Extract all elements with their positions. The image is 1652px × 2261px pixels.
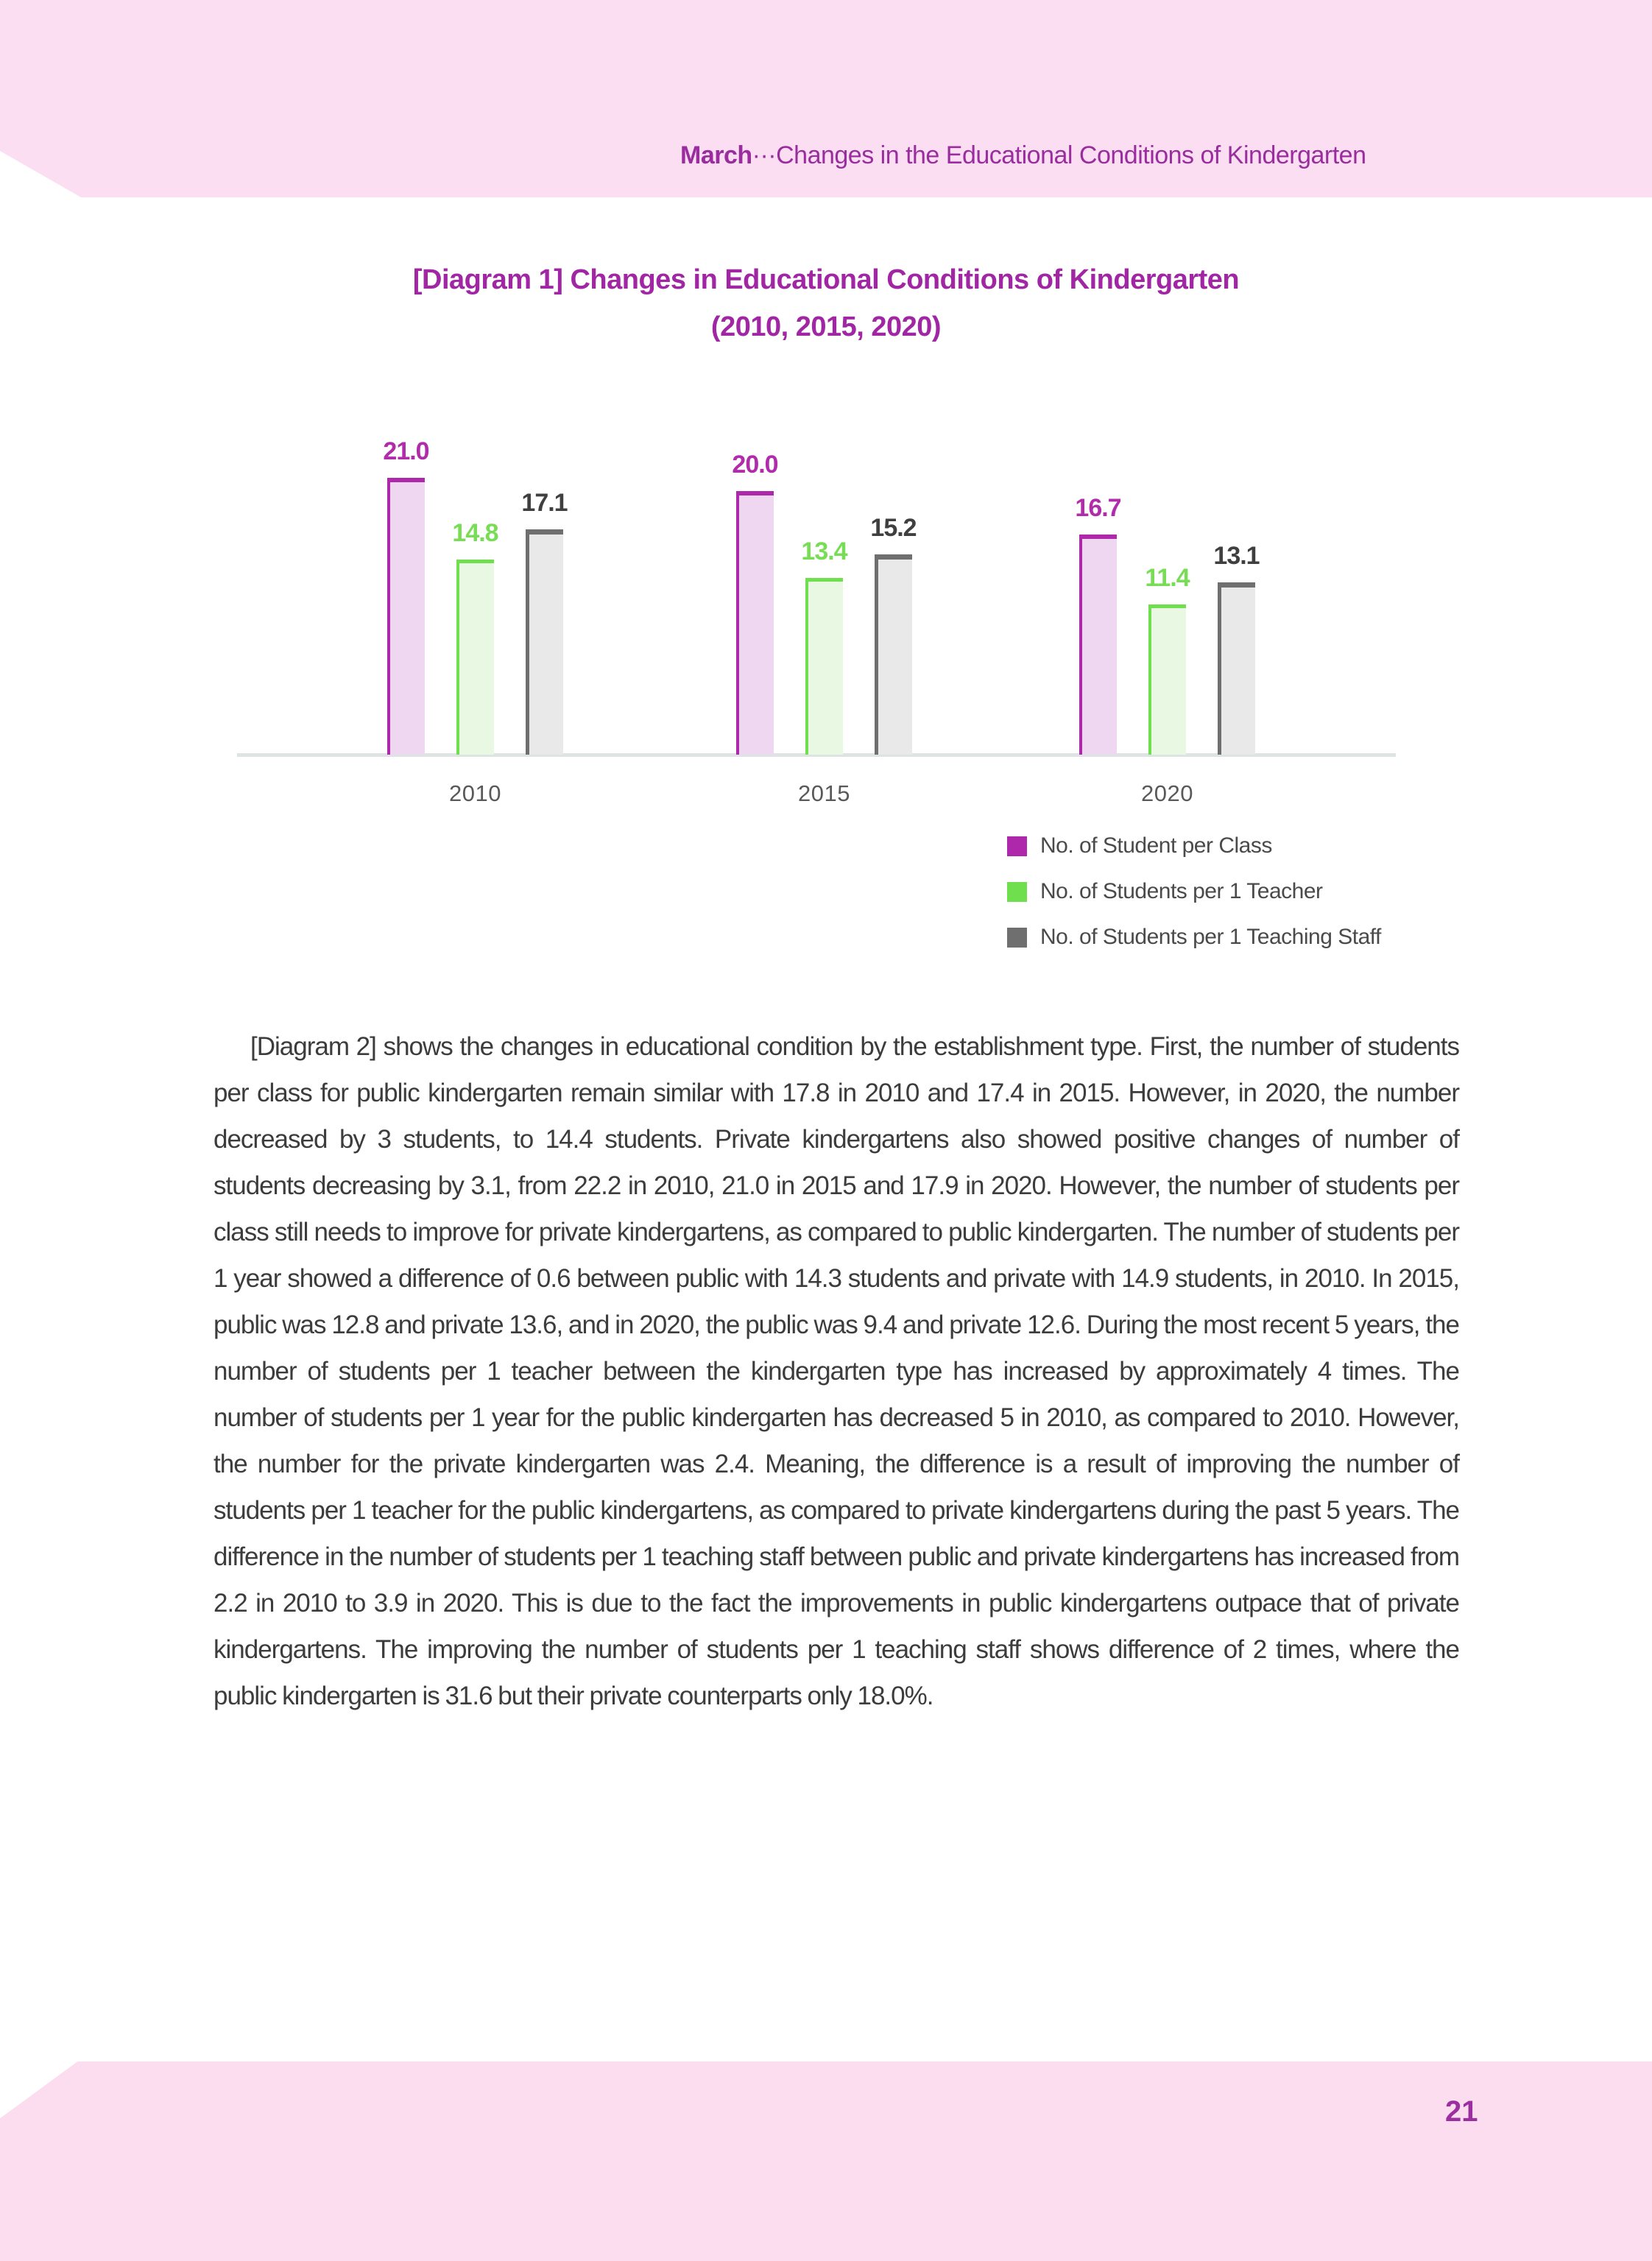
- bar-chart: [237, 398, 1396, 839]
- legend-row: [1007, 823, 1381, 869]
- x-axis-tick-label: 2010: [449, 780, 501, 806]
- legend-row: [1007, 869, 1381, 914]
- bar-value-label: 15.2: [870, 514, 917, 542]
- chart-legend: [1007, 823, 1381, 960]
- diagram-title-line1: [Diagram 1] Changes in Educational Conditions of Kindergarten: [412, 264, 1240, 295]
- legend-row: [1007, 914, 1381, 960]
- bar-series0-2015: [736, 491, 774, 755]
- bar-series0-2010: [387, 478, 425, 755]
- bar-series1-2015: [805, 578, 843, 755]
- bar-value-label: 17.1: [521, 489, 568, 517]
- running-header-chapter: March: [680, 141, 752, 169]
- body-paragraph: [Diagram 2] shows the changes in educational condition by the establishment type. First, the number of students per class for public kindergarten remain similar with 17.8 in 2010 and 17.4 in 2015. However, in 2020, the number decreased by 3 students, to 14.4 students. Private kindergartens also showed positive changes of number of students decreasing by 3.1, from 22.2 in 2010, 21.0 in 2015 and 17.9 in 2020. However, the number of students per class still needs to improve for private kindergartens, as compared to public kindergarten. The number of students per 1 year showed a difference of 0.6 between public with 14.3 students and private with 14.9 students, in 2010. In 2015, public was 12.8 and private 13.6, and in 2020, the public was 9.4 and private 12.6. During the most recent 5 years, the number of students per 1 teacher between the kindergarten type has increased by approximately 4 times. The number of students per 1 year for the public kindergarten has decreased 5 in 2010, as compared to 2010. However, the number for the private kindergarten was 2.4. Meaning, the difference is a result of improving the number of students per 1 teacher for the public kindergartens, as compared to private kindergartens during the past 5 years. The difference in the number of students per 1 teaching staff between public and private kindergartens has increased from 2.2 in 2010 to 3.9 in 2020. This is due to the fact the improvements in public kindergartens outpace that of private kindergartens. The improving the number of students per 1 teaching staff shows difference of 2 times, where the public kindergarten is 31.6 but their private counterparts only 18.0%.: [213, 1032, 1459, 1710]
- bar-value-label: 16.7: [1075, 494, 1121, 522]
- bar-value-label: 14.8: [452, 519, 498, 547]
- legend-label: No. of Student per Class: [1040, 833, 1272, 858]
- bar-series2-2015: [875, 554, 912, 755]
- x-axis-tick-label: 2020: [1141, 780, 1193, 806]
- bottom-band: [0, 2061, 1652, 2261]
- x-axis-tick-label: 2015: [798, 780, 850, 806]
- bar-value-label: 13.1: [1213, 542, 1260, 570]
- running-header: [680, 141, 1366, 170]
- legend-swatch-teaching-staff: [1007, 928, 1027, 948]
- bar-value-label: 11.4: [1145, 564, 1190, 592]
- bar-series1-2010: [456, 560, 494, 755]
- running-header-title: Changes in the Educational Conditions of Kindergarten: [776, 141, 1366, 169]
- legend-swatch-teacher: [1007, 882, 1027, 902]
- bar-series2-2020: [1218, 582, 1255, 755]
- legend-swatch-class: [1007, 836, 1027, 856]
- legend-label: No. of Students per 1 Teacher: [1040, 879, 1323, 903]
- bar-value-label: 21.0: [383, 437, 429, 465]
- page-number: 21: [1445, 2095, 1478, 2128]
- diagram-title: [0, 256, 1652, 350]
- bar-value-label: 13.4: [801, 537, 847, 565]
- bar-series0-2020: [1079, 535, 1117, 755]
- running-header-separator: ···: [752, 141, 777, 169]
- bar-series1-2020: [1148, 604, 1186, 755]
- bar-series2-2010: [526, 529, 563, 755]
- legend-label: No. of Students per 1 Teaching Staff: [1040, 925, 1381, 949]
- bar-value-label: 20.0: [732, 451, 778, 479]
- diagram-title-line2: (2010, 2015, 2020): [710, 311, 942, 342]
